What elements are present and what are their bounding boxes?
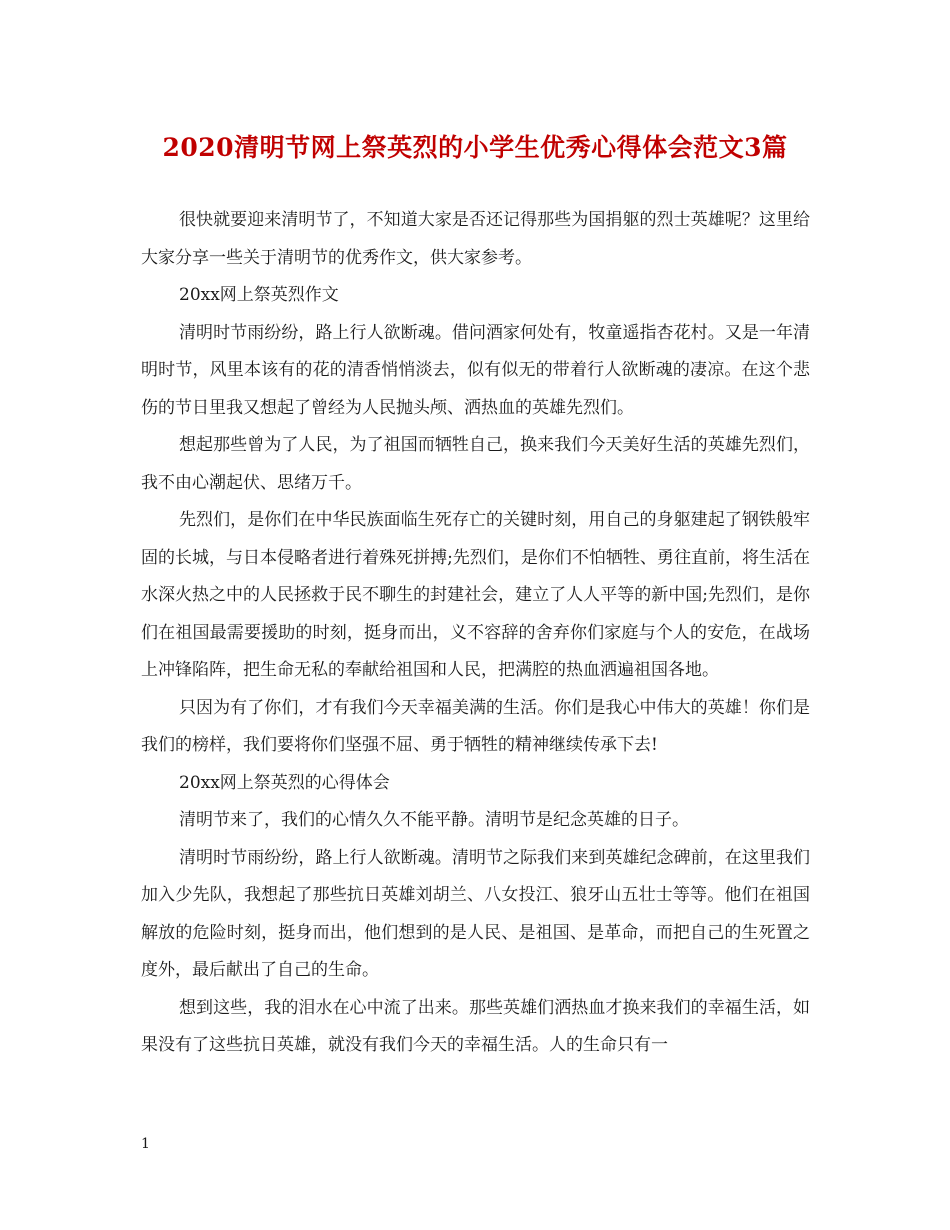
section-heading: 20xx网上祭英烈的心得体会 (179, 772, 390, 793)
intro-paragraph: 很快就要迎来清明节了，不知道大家是否还记得那些为国捐躯的烈士英雄呢？这里给大家分享一些关于清明节的优秀作文，供大家参考。 (141, 210, 810, 268)
body-paragraph: 想到这些，我的泪水在心中流了出来。那些英雄们洒热血才换来我们的幸福生活，如果没有了这些抗日英雄，就没有我们今天的幸福生活。人的生命只有一 (141, 997, 810, 1055)
body-paragraph: 清明时节雨纷纷，路上行人欲断魂。借问酒家何处有，牧童遥指杏花村。又是一年清明时节，风里本该有的花的清香悄悄淡去，似有似无的带着行人欲断魂的凄凉。在这个悲伤的节日里我又想起了曾经为人民抛头颅、洒热血的英雄先烈们。 (141, 322, 810, 418)
body-paragraph: 想起那些曾为了人民，为了祖国而牺牲自己，换来我们今天美好生活的英雄先烈们，我不由心潮起伏、思绪万千。 (141, 435, 810, 493)
body-paragraph: 先烈们，是你们在中华民族面临生死存亡的关键时刻，用自己的身躯建起了钢铁般牢固的长城，与日本侵略者进行着殊死拼搏;先烈们，是你们不怕牺牲、勇往直前，将生活在水深火热之中的人民拯救于民不聊生的封建社会，建立了人人平等的新中国;先烈们，是你们在祖国最需要援助的时刻，挺身而出，义不容辞的舍弃你们家庭与个人的安危，在战场上冲锋陷阵，把生命无私的奉献给祖国和人民，把满腔的热血洒遍祖国各地。 (141, 510, 810, 680)
body-paragraph: 清明时节雨纷纷，路上行人欲断魂。清明节之际我们来到英雄纪念碑前，在这里我们加入少先队，我想起了那些抗日英雄刘胡兰、八女投江、狼牙山五壮士等等。他们在祖国解放的危险时刻，挺身而出，他们想到的是人民、是祖国、是革命，而把自己的生死置之度外，最后献出了自己的生命。 (141, 847, 810, 980)
document-title: 2020清明节网上祭英烈的小学生优秀心得体会范文3篇 (162, 133, 788, 162)
body-paragraph: 清明节来了，我们的心情久久不能平静。清明节是纪念英雄的日子。 (179, 810, 689, 830)
page-number: 1 (141, 1136, 150, 1152)
body-paragraph: 只因为有了你们，才有我们今天幸福美满的生活。你们是我心中伟大的英雄！你们是我们的榜样，我们要将你们坚强不屈、勇于牺牲的精神继续传承下去! (141, 697, 810, 755)
document-body (141, 202, 810, 1065)
section-heading: 20xx网上祭英烈作文 (179, 285, 339, 305)
